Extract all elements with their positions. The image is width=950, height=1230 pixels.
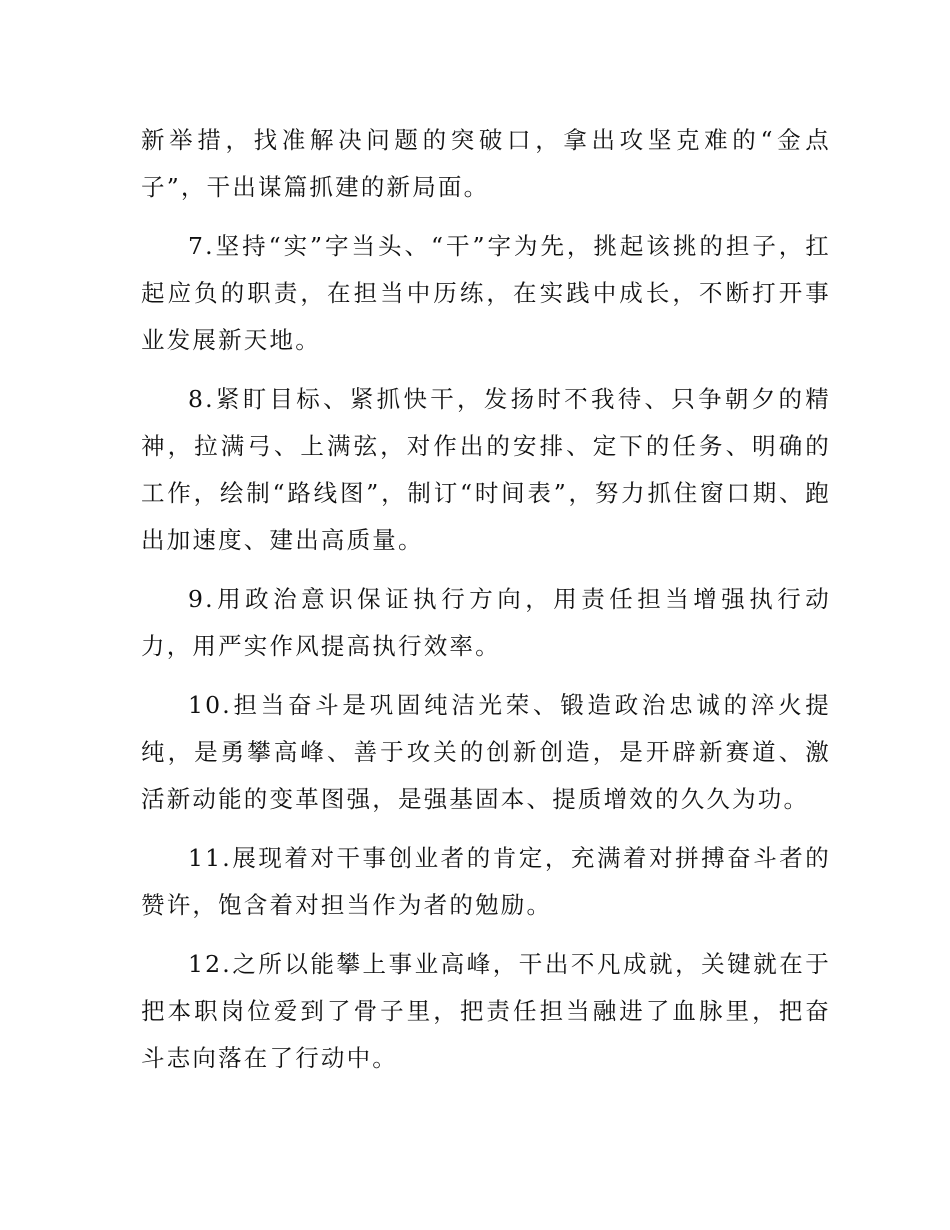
paragraph-8: 8.紧盯目标、紧抓快干，发扬时不我待、只争朝夕的精神，拉满弓、上满弦，对作出的安排、定下的任务、明确的工作，绘制“路线图”，制订“时间表”，努力抓住窗口期、跑出加速度、建出高质量。 xyxy=(141,385,831,554)
paragraph-9: 9.用政治意识保证执行方向，用责任担当增强执行动力，用严实作风提高执行效率。 xyxy=(141,585,831,660)
document-body xyxy=(141,117,831,1094)
paragraph-10: 10.担当奋斗是巩固纯洁光荣、锻造政治忠诚的淬火提纯，是勇攀高峰、善于攻关的创新创造，是开辟新赛道、激活新动能的变革图强，是强基固本、提质增效的久久为功。 xyxy=(141,691,831,813)
paragraph-7: 7.坚持“实”字当头、“干”字为先，挑起该挑的担子，扛起应负的职责，在担当中历练，在实践中成长，不断打开事业发展新天地。 xyxy=(141,232,831,354)
paragraph-11: 11.展现着对干事创业者的肯定，充满着对拼搏奋斗者的赞许，饱含着对担当作为者的勉励。 xyxy=(141,844,831,919)
paragraph-12: 12.之所以能攀上事业高峰，干出不凡成就，关键就在于把本职岗位爱到了骨子里，把责任担当融进了血脉里，把奋斗志向落在了行动中。 xyxy=(141,950,831,1072)
paragraph-continuation: 新举措，找准解决问题的突破口，拿出攻坚克难的“金点子”，干出谋篇抓建的新局面。 xyxy=(141,126,831,201)
